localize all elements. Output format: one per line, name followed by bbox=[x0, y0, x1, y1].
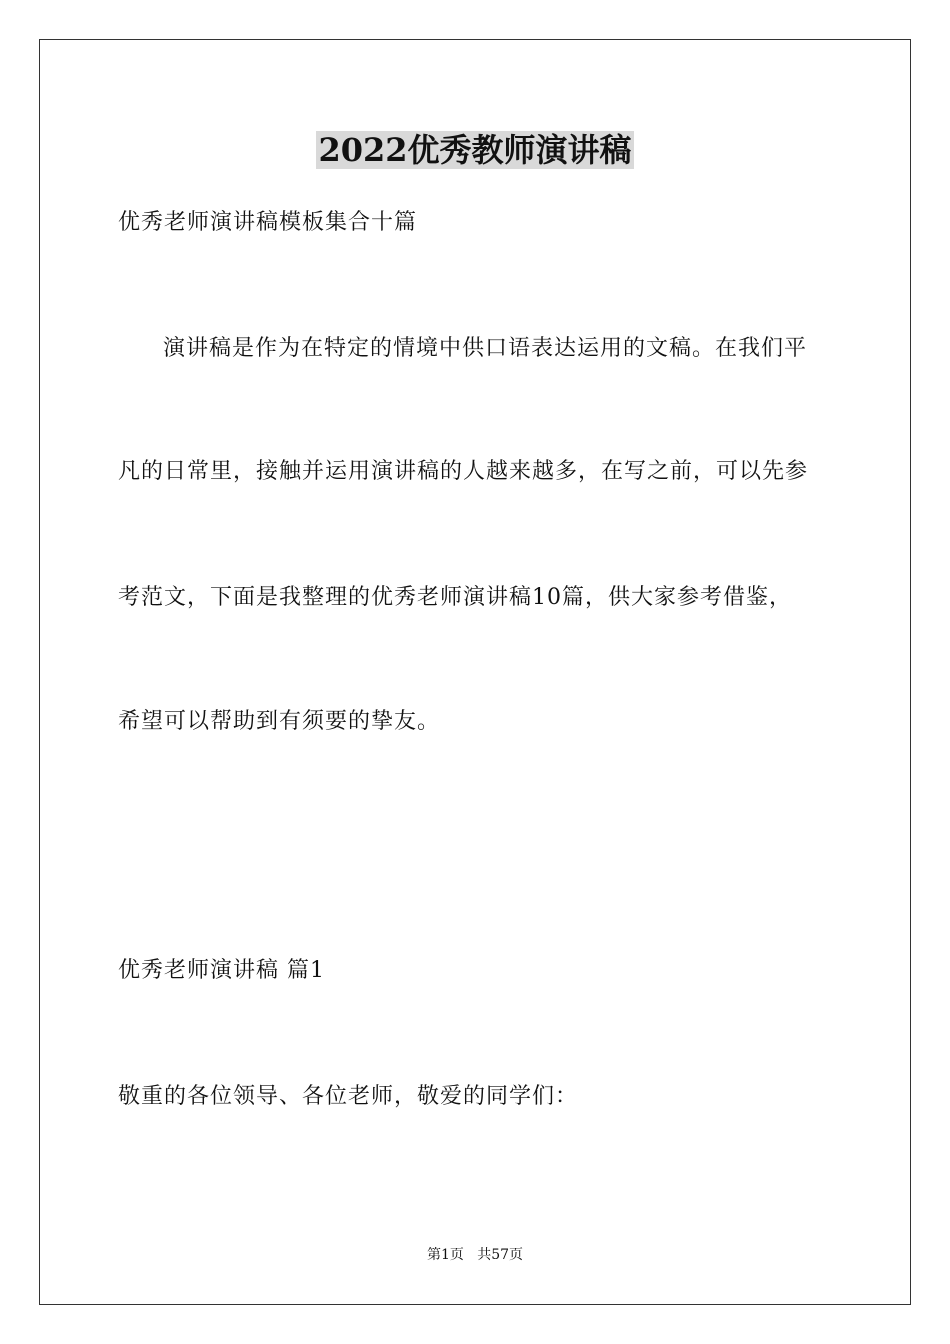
intro-line-2: 凡的日常里，接触并运用演讲稿的人越来越多，在写之前，可以先参 bbox=[118, 459, 809, 484]
intro-line-1: 演讲稿是作为在特定的情境中供口语表达运用的文稿。在我们平 bbox=[163, 336, 808, 361]
section-heading: 优秀老师演讲稿 篇1 bbox=[118, 958, 325, 983]
document-title bbox=[0, 128, 950, 172]
intro-line-3: 考范文，下面是我整理的优秀老师演讲稿10篇，供大家参考借鉴， bbox=[118, 585, 792, 610]
page-number-footer: 第1页 共57页 bbox=[426, 1247, 524, 1263]
document-title-text: 2022优秀教师演讲稿 bbox=[318, 131, 632, 169]
intro-line-4: 希望可以帮助到有须要的挚友。 bbox=[118, 709, 441, 734]
greeting-line: 敬重的各位领导、各位老师，敬爱的同学们： bbox=[118, 1084, 579, 1109]
document-subtitle: 优秀老师演讲稿模板集合十篇 bbox=[118, 210, 418, 235]
